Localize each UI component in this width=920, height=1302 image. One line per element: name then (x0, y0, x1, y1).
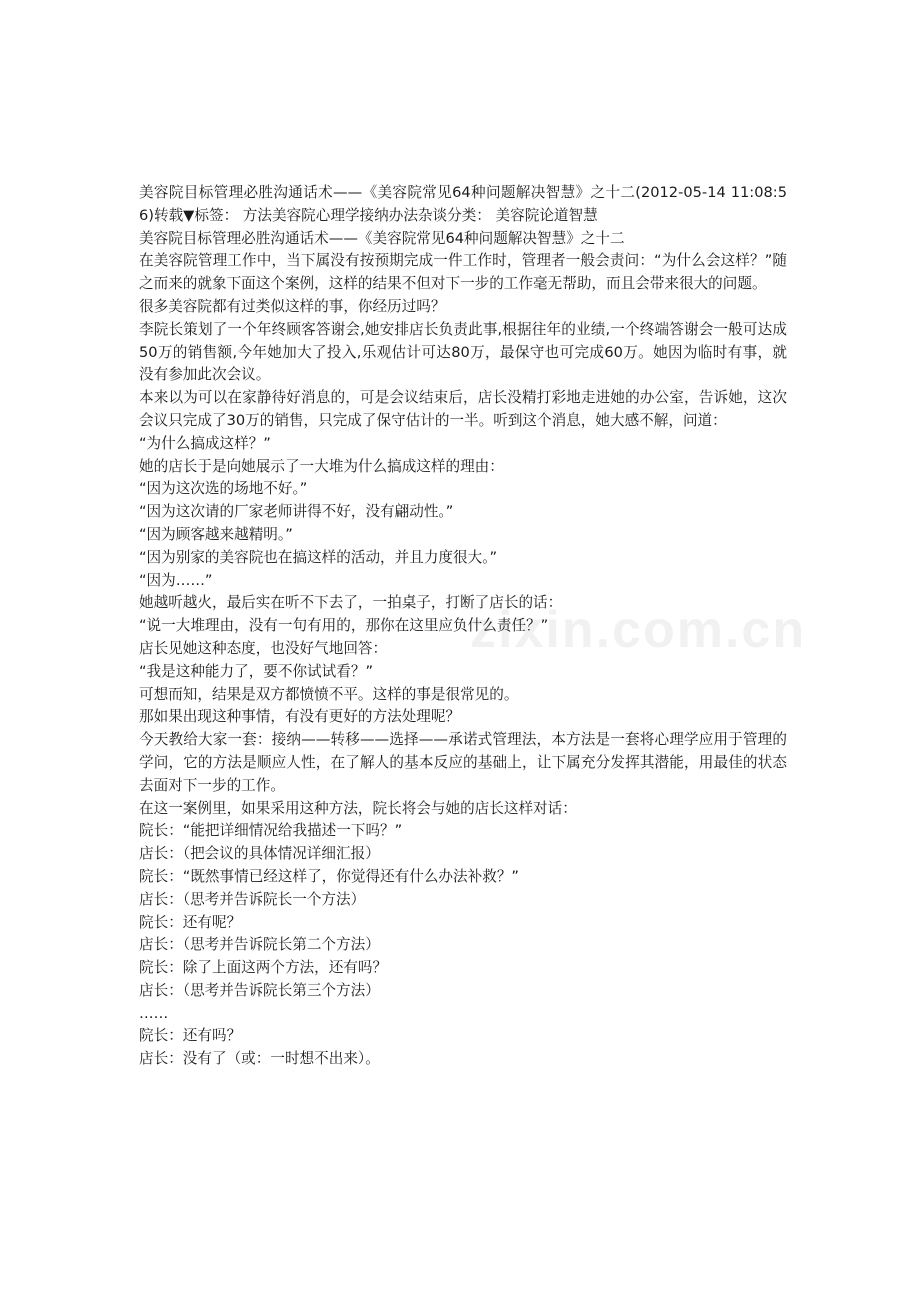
document-body (139, 182, 787, 1071)
dialogue-line: 院长：“既然事情已经这样了，你觉得还有什么办法补救？” (139, 867, 519, 885)
watermark-text: zixin.com.cn (470, 601, 807, 659)
paragraph: 在这一案例里，如果采用这种方法，院长将会与她的店长这样对话： (139, 799, 577, 817)
dialogue-line: 店长：（把会议的具体情况详细汇报） (139, 845, 380, 863)
paragraph: 今天教给大家一套：接纳——转移——选择——承诺式管理法，本方法是一套将心理学应用于管理的学问，它的方法是顺应人性，在了解人的基本反应的基础上，让下属充分发挥其潜能，用最佳的状态去面对下一步的工作。 (139, 731, 787, 794)
dialogue-line: 院长：除了上面这两个方法，还有吗？ (139, 959, 388, 977)
paragraph: 本来以为可以在家静待好消息的，可是会议结束后，店长没精打彩地走进她的办公室，告诉她，这次会议只完成了30万的销售，只完成了保守估计的一半。听到这个消息，她大感不解，问道： (139, 389, 787, 429)
dialogue-line: 店长：（思考并告诉院长第三个方法） (139, 981, 380, 999)
paragraph: “因为别家的美容院也在搞这样的活动，并且力度很大。” (139, 548, 498, 566)
dialogue-line: 店长：（思考并告诉院长第二个方法） (139, 936, 380, 954)
paragraph: 可想而知，结果是双方都愤愤不平。这样的事是很常见的。 (139, 685, 519, 703)
paragraph: 在美容院管理工作中，当下属没有按预期完成一件工作时，管理者一般会责问：“为什么会这样？”随之而来的就象下面这个案例，这样的结果不但对下一步的工作毫无帮助，而且会带来很大的问题。 (139, 252, 787, 293)
paragraph: “因为这次选的场地不好。” (139, 480, 308, 498)
paragraph: 店长见她这种态度，也没好气地回答： (139, 639, 388, 657)
paragraph: “因为这次请的厂家老师讲得不好，没有翩动性。” (139, 503, 454, 521)
paragraph: 她的店长于是向她展示了一大堆为什么搞成这样的理由： (139, 457, 504, 475)
paragraph: 很多美容院都有过类似这样的事，你经历过吗？ (139, 297, 446, 315)
article-title: 美容院目标管理必胜沟通话术——《美容院常见64种问题解决智慧》之十二 (139, 229, 625, 247)
dialogue-line: 院长：“能把详细情况给我描述一下吗？” (139, 822, 403, 840)
dialogue-line: 院长：还有吗？ (139, 1027, 242, 1045)
paragraph: “说一大堆理由，没有一句有用的，那你在这里应负什么责任？” (139, 617, 549, 635)
dialogue-line: 店长：（思考并告诉院长一个方法） (139, 890, 366, 908)
paragraph: 她越听越火，最后实在听不下去了，一拍桌子，打断了店长的话： (139, 594, 563, 612)
dialogue-line: 院长：还有呢？ (139, 913, 242, 931)
paragraph: “因为顾客越来越精明。” (139, 525, 293, 543)
header-line: 美容院目标管理必胜沟通话术——《美容院常见64种问题解决智慧》之十二(2012-05-14 11:08:56)转载▼标签： 方法美容院心理学接纳办法杂谈分类： 美容院论道智慧 (139, 184, 787, 224)
paragraph: 李院长策划了一个年终顾客答谢会,她安排店长负责此事,根据往年的业绩,一个终端答谢会一般可达成50万的销售额,今年她加大了投入,乐观估计可达80万，最保守也可完成60万。她因为临时有事，就没有参加此次会议。 (139, 320, 787, 384)
dialogue-line: 店长：没有了（或：一时想不出来）。 (139, 1050, 380, 1068)
paragraph: 那如果出现这种事情，有没有更好的方法处理呢？ (139, 708, 461, 726)
paragraph: “我是这种能力了，要不你试试看？” (139, 662, 374, 680)
paragraph: “因为……” (139, 571, 213, 589)
paragraph: “为什么搞成这样？” (139, 434, 271, 452)
ellipsis-line: …… (139, 1004, 169, 1022)
